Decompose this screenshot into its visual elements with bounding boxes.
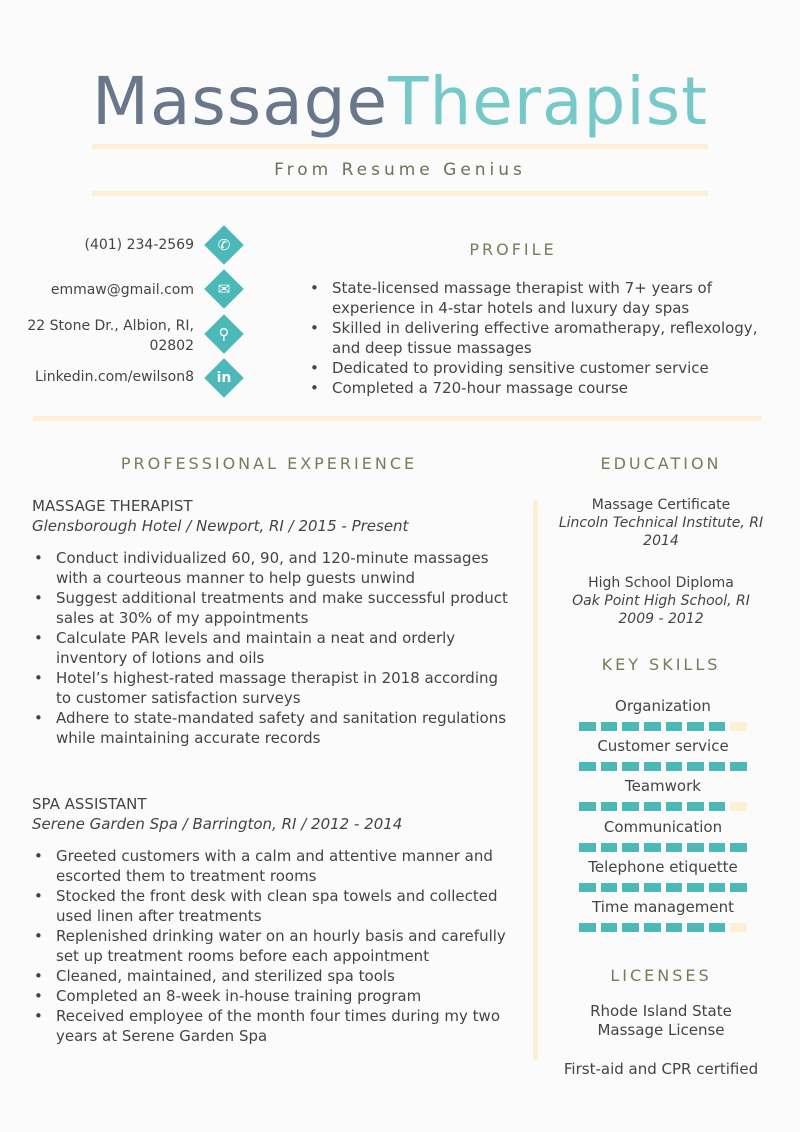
- education-entry: High School Diploma Oak Point High School, RI 2009 - 2012: [572, 575, 750, 627]
- divider: [33, 416, 761, 421]
- list-item: • Dedicated to providing sensitive customer service: [308, 358, 768, 378]
- list-item: • State-licensed massage therapist with 7+ years of experience in 4-star hotels and luxury day spas: [308, 278, 768, 318]
- list-item: • Adhere to state-mandated safety and sanitation regulations while maintaining accurate records: [32, 708, 508, 748]
- skill-name: Telephone etiquette: [588, 857, 738, 876]
- email-icon: ✉: [217, 280, 231, 298]
- profile-heading: PROFILE: [469, 240, 557, 259]
- skill-name: Communication: [603, 817, 723, 836]
- skill-segment: [709, 762, 726, 771]
- list-item: • Conduct individualized 60, 90, and 120-minute massages with a courteous manner to help guests unwind: [32, 548, 508, 588]
- skill-name: Teamwork: [625, 777, 701, 796]
- skills-heading: KEY SKILLS: [601, 655, 721, 674]
- skill-segment: [644, 802, 661, 811]
- skill-segment: [687, 762, 704, 771]
- skill-segment: [730, 883, 747, 892]
- skill-rating-bar: [579, 843, 747, 852]
- list-item: • Hotel’s highest-rated massage therapist in 2018 according to customer satisfaction surveys: [32, 668, 508, 708]
- skill-segment: [709, 883, 726, 892]
- skill-segment: [666, 762, 683, 771]
- skill-segment: [601, 923, 618, 932]
- job-1: [32, 496, 508, 748]
- skill-segment: [687, 923, 704, 932]
- skill-segment: [709, 843, 726, 852]
- skill-segment: [601, 802, 618, 811]
- list-item: • Suggest additional treatments and make successful product sales at 30% of my appointments: [32, 588, 508, 628]
- skill-segment: [687, 843, 704, 852]
- skill-rating-bar: [579, 762, 747, 771]
- skill-segment: [644, 923, 661, 932]
- linkedin: Linkedin.com/ewilson8: [35, 369, 194, 385]
- list-item: • Completed an 8-week in-house training program: [32, 986, 508, 1006]
- skill-name: Customer service: [597, 737, 729, 756]
- skill-segment: [644, 843, 661, 852]
- skill-rating-bar: [579, 802, 747, 811]
- skill-segment: [666, 843, 683, 852]
- skill-segment: [730, 843, 747, 852]
- skill-segment: [601, 843, 618, 852]
- column-divider: [533, 500, 538, 1060]
- skill-segment: [579, 883, 596, 892]
- skill-segment: [622, 883, 639, 892]
- job-title: MASSAGE THERAPIST: [32, 497, 193, 515]
- phone: (401) 234-2569: [84, 237, 194, 253]
- skill-segment: [687, 802, 704, 811]
- profile-list: [308, 278, 768, 398]
- skill-segment: [687, 883, 704, 892]
- list-item: • Greeted customers with a calm and attentive manner and escorted them to treatment rooms: [32, 846, 508, 886]
- skill-segment: [622, 722, 639, 731]
- skill-name: Time management: [592, 898, 734, 916]
- phone-icon: ✆: [217, 236, 231, 254]
- resume-title: MassageTherapist: [92, 63, 708, 140]
- skill-segment: [622, 802, 639, 811]
- skill-rating-bar: [579, 883, 747, 892]
- address: 22 Stone Dr., Albion, RI, 02802: [27, 318, 194, 354]
- job-2: [32, 794, 508, 1046]
- skill-segment: [579, 802, 596, 811]
- skill-segment: [730, 722, 747, 731]
- list-item: • Received employee of the month four times during my two years at Serene Garden Spa: [32, 1006, 508, 1046]
- list-item: • Skilled in delivering effective aromatherapy, reflexology, and deep tissue massages: [308, 318, 768, 358]
- skill-segment: [622, 762, 639, 771]
- skill-segment: [579, 843, 596, 852]
- email: emmaw@gmail.com: [50, 282, 194, 298]
- skill-segment: [730, 762, 747, 771]
- skill-segment: [687, 722, 704, 731]
- list-item: • Replenished drinking water on an hourly basis and carefully set up treatment rooms before each appointment: [32, 926, 508, 966]
- skill-segment: [579, 722, 596, 731]
- skill-segment: [666, 923, 683, 932]
- skill-rating-bar: [579, 923, 747, 932]
- skill-segment: [709, 722, 726, 731]
- skill-segment: [666, 883, 683, 892]
- skill-segment: [644, 883, 661, 892]
- skill-segment: [644, 722, 661, 731]
- job-title: SPA ASSISTANT: [32, 795, 147, 813]
- list-item: • Cleaned, maintained, and sterilized spa tools: [32, 966, 508, 986]
- education-heading: EDUCATION: [600, 454, 722, 473]
- location-pin-icon: ⚲: [218, 325, 230, 343]
- license-item: Rhode Island State Massage License: [590, 1002, 732, 1039]
- subtitle: From Resume Genius: [274, 160, 526, 180]
- linkedin-icon: in: [216, 370, 232, 386]
- job-company: Glensborough Hotel / Newport, RI / 2015 - Present: [32, 517, 409, 535]
- list-item: • Calculate PAR levels and maintain a neat and orderly inventory of lotions and oils: [32, 628, 508, 668]
- skill-segment: [644, 762, 661, 771]
- licenses-heading: LICENSES: [610, 966, 712, 985]
- skill-segment: [601, 722, 618, 731]
- license-item: First-aid and CPR certified: [563, 1060, 759, 1078]
- list-item: • Completed a 720-hour massage course: [308, 378, 768, 398]
- skill-segment: [579, 923, 596, 932]
- skill-segment: [709, 923, 726, 932]
- skill-segment: [709, 802, 726, 811]
- skill-segment: [730, 923, 747, 932]
- job-company: Serene Garden Spa / Barrington, RI / 2012 - 2014: [32, 815, 403, 833]
- skill-name: Organization: [615, 697, 711, 715]
- list-item: • Stocked the front desk with clean spa towels and collected used linen after treatments: [32, 886, 508, 926]
- skill-segment: [601, 762, 618, 771]
- experience-heading: PROFESSIONAL EXPERIENCE: [120, 454, 418, 473]
- skill-segment: [601, 883, 618, 892]
- skill-rating-bar: [579, 722, 747, 731]
- skill-segment: [579, 762, 596, 771]
- skill-segment: [622, 843, 639, 852]
- skill-segment: [730, 802, 747, 811]
- skill-segment: [666, 722, 683, 731]
- divider: [92, 144, 708, 149]
- skill-segment: [666, 802, 683, 811]
- skill-segment: [622, 923, 639, 932]
- divider: [92, 191, 708, 196]
- education-entry: Massage Certificate Lincoln Technical Institute, RI 2014: [558, 497, 764, 549]
